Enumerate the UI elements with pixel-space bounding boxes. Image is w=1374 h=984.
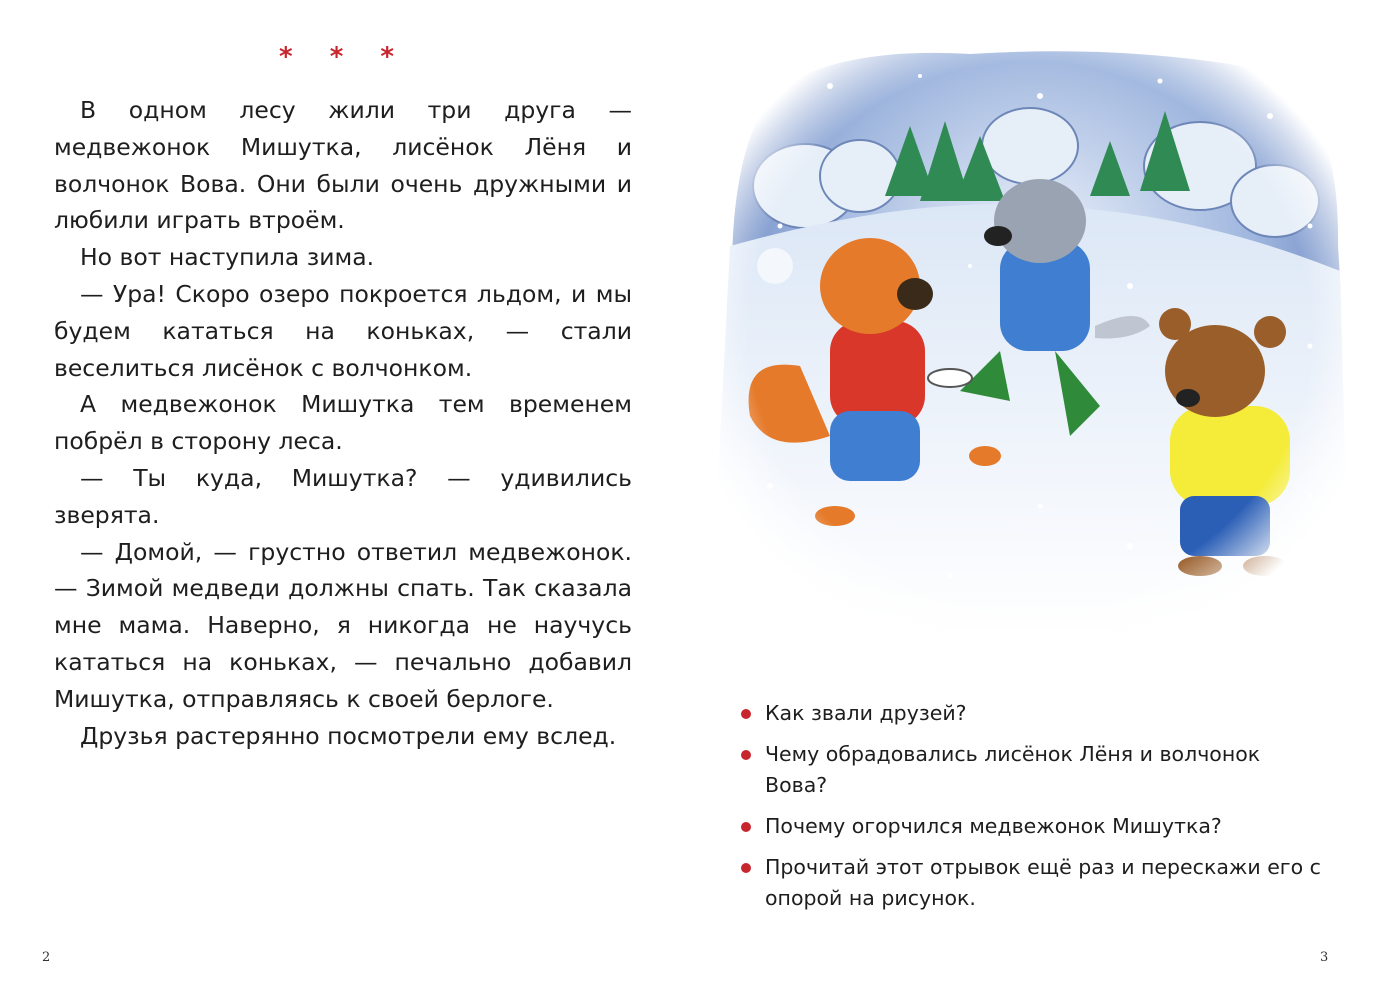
question-item: [737, 698, 1327, 729]
bullet-icon: [741, 709, 751, 719]
bullet-icon: [741, 822, 751, 832]
question-text: Почему огорчился медвежонок Мишутка?: [765, 814, 1222, 838]
story-paragraph: В одном лесу жили три друга — медвежонок Мишутка, лисёнок Лёня и волчонок Вова. Они были очень дружными и любили играть втроём.: [54, 96, 632, 235]
question-item: [737, 852, 1327, 914]
bullet-icon: [741, 863, 751, 873]
question-list: [737, 698, 1327, 924]
story-paragraph: — Ура! Скоро озеро покроется льдом, и мы будем кататься на коньках, — стали веселиться лисёнок с волчонком.: [54, 279, 632, 382]
story-paragraph: Друзья растерянно посмотрели ему вслед.: [80, 721, 617, 750]
section-stars: * * *: [279, 42, 408, 72]
page-number-left: 2: [42, 950, 51, 965]
story-paragraph: — Ты куда, Мишутка? — удивились зверята.: [54, 463, 632, 529]
story-paragraph: — Домой, — грустно ответил медвежонок. — Зимой медведи должны спать. Так сказала мне мама. Наверно, я никогда не научусь кататься на коньках, — печально добавил Мишутка, отправляясь к своей берлоге.: [54, 537, 632, 713]
bullet-icon: [741, 750, 751, 760]
question-text: Чему обрадовались лисёнок Лёня и волчонок Вова?: [765, 742, 1261, 797]
question-text: Прочитай этот отрывок ещё раз и перескажи его с опорой на рисунок.: [765, 855, 1321, 910]
question-text: Как звали друзей?: [765, 701, 967, 725]
story-paragraph: Но вот наступила зима.: [80, 243, 375, 272]
question-item: [737, 739, 1327, 801]
story-text: [54, 92, 632, 754]
question-item: [737, 811, 1327, 842]
right-page: [687, 0, 1374, 984]
winter-illustration: [710, 26, 1350, 636]
story-paragraph: А медвежонок Мишутка тем временем побрёл в сторону леса.: [54, 390, 632, 456]
page-number-right: 3: [1320, 950, 1329, 965]
